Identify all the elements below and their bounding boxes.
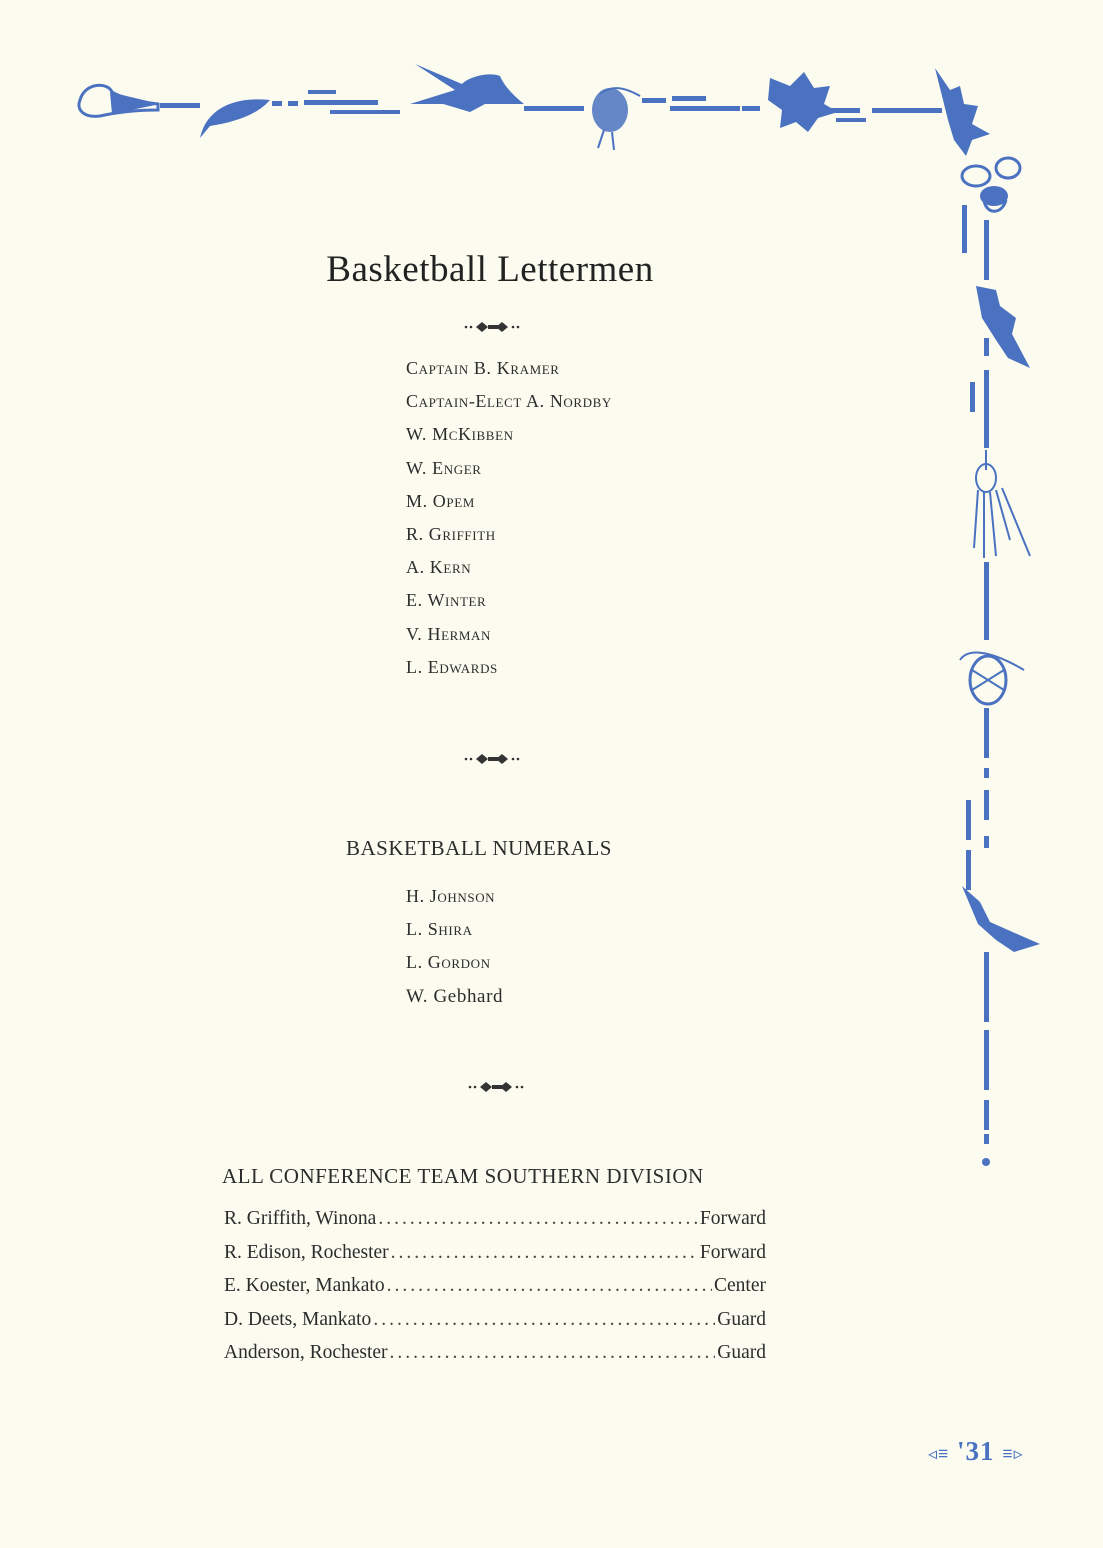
table-row (224, 1208, 766, 1242)
player-name: D. Deets, Mankato (224, 1308, 372, 1330)
list-item: L. Edwards (406, 656, 498, 677)
list-item: H. Johnson (406, 886, 496, 906)
player-name: R. Edison, Rochester (224, 1241, 389, 1263)
player-name: Anderson, Rochester (224, 1342, 388, 1363)
flourish-icon: ◃≡ (928, 1443, 950, 1464)
player-position: Forward (699, 1208, 766, 1229)
list-item: V. Herman (406, 623, 492, 644)
player-name: E. Koester, Mankato (224, 1275, 385, 1296)
list-item: W. Gebhard (406, 985, 504, 1007)
leader-dots (378, 1208, 698, 1230)
flourish-icon (462, 752, 522, 766)
holly-leaf-icon (935, 68, 990, 156)
acorn-icon (962, 158, 1020, 211)
year-label: '31 (957, 1436, 995, 1466)
player-position: Guard (717, 1342, 766, 1363)
list-item: R. Griffith (406, 523, 496, 544)
leader-dots (387, 1275, 712, 1297)
conference-heading: ALL CONFERENCE TEAM SOUTHERN DIVISION (222, 1164, 704, 1188)
page-mark (928, 1436, 1024, 1467)
list-item: A. Kern (406, 557, 472, 578)
flourish-icon (466, 1080, 526, 1094)
oak-leaf-icon (768, 72, 838, 132)
player-name: R. Griffith, Winona (224, 1208, 377, 1229)
pine-cone-icon (960, 653, 1024, 704)
lettermen-list (406, 352, 612, 684)
table-row (224, 1342, 766, 1376)
list-item: L. Gordon (406, 952, 491, 973)
player-position: Forward (699, 1241, 766, 1263)
tassel-icon (974, 450, 1030, 558)
pine-cone-icon (592, 88, 640, 150)
table-row (224, 1309, 766, 1343)
list-item: Captain-Elect A. Nordby (406, 391, 612, 412)
list-item: Captain B. Kramer (406, 358, 560, 378)
list-item: W. McKibben (406, 424, 514, 445)
list-item: M. Opem (406, 490, 475, 511)
numerals-list (406, 880, 503, 1013)
numerals-heading: BASKETBALL NUMERALS (346, 836, 612, 860)
page-title: Basketball Lettermen (326, 249, 654, 290)
leader-dots (373, 1309, 715, 1331)
flourish-icon (462, 320, 522, 334)
holly-leaf-icon (962, 886, 1040, 952)
player-position: Guard (717, 1308, 766, 1330)
flourish-icon: ≡▹ (1002, 1443, 1024, 1464)
leaf-icon (200, 99, 270, 138)
list-item: E. Winter (406, 590, 487, 611)
leader-dots (390, 1342, 716, 1364)
list-item: W. Enger (406, 457, 482, 478)
table-row (224, 1275, 766, 1309)
table-row (224, 1242, 766, 1276)
player-position: Center (714, 1275, 766, 1296)
leader-dots (391, 1242, 698, 1264)
list-item: L. Shira (406, 919, 473, 940)
